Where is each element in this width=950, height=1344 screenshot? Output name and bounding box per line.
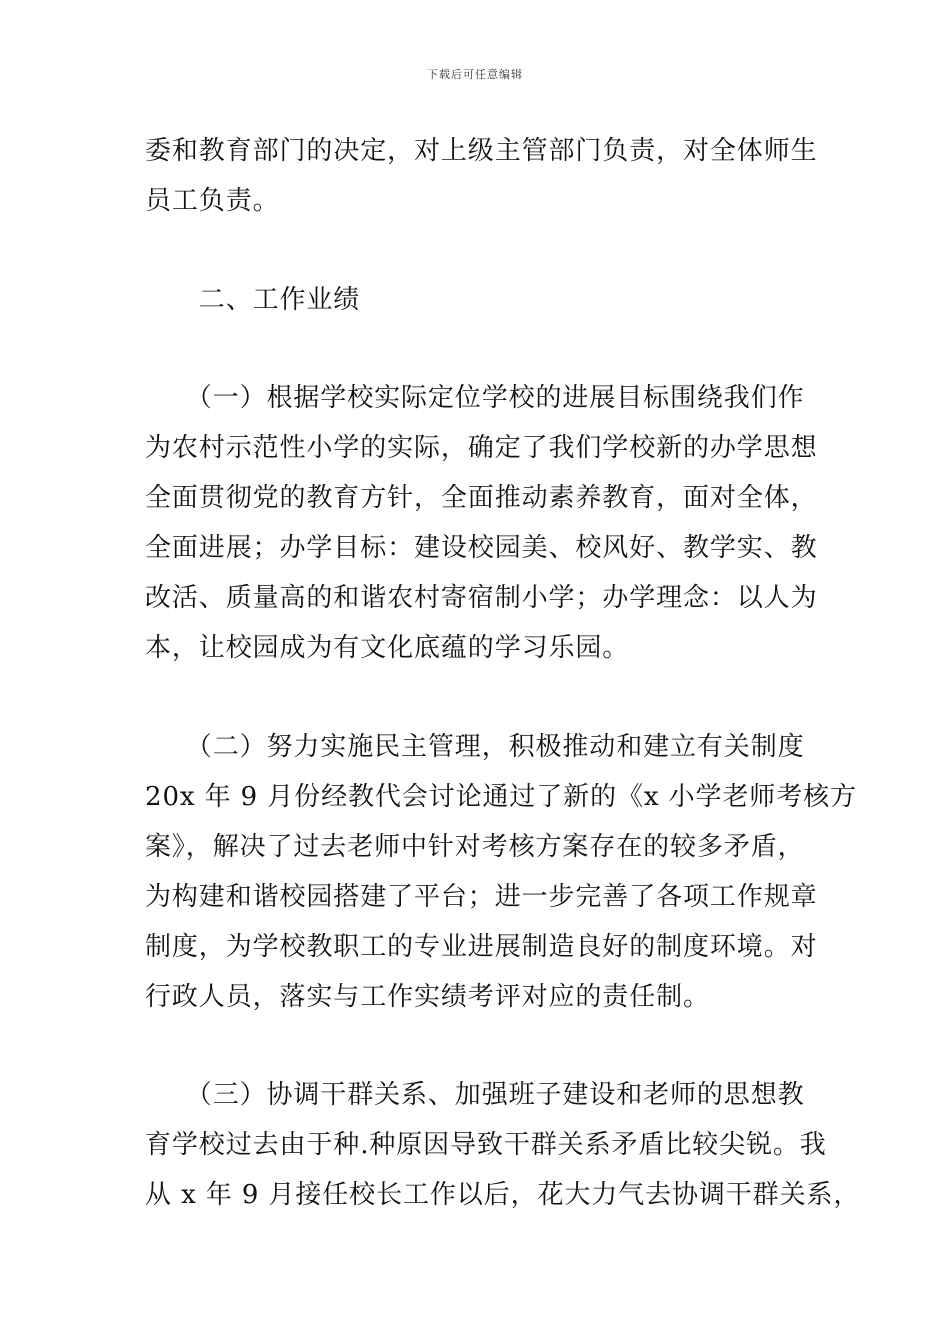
text-line: 为农村示范性小学的实际，确定了我们学校新的办学思想 <box>145 433 818 463</box>
page-header: 下载后可任意编辑 <box>427 68 523 81</box>
text-line: 全面贯彻党的教育方针，全面推动素养教育，面对全体， <box>145 483 818 513</box>
text-line: 员工负责。 <box>145 186 280 216</box>
text-line: 全面进展；办学目标：建设校园美、校风好、教学实、教 <box>145 533 818 563</box>
section-heading: 二、工作业绩 <box>145 285 361 315</box>
text-line: 从 x 年 9 月接任校长工作以后，花大力气去协调干群关系， <box>145 1180 861 1210</box>
text-line: 制度，为学校教职工的专业进展制造良好的制度环境。对 <box>145 932 818 962</box>
text-line: 育学校过去由于种.种原因导致干群关系矛盾比较尖锐。我 <box>145 1130 827 1160</box>
text-line: 委和教育部门的决定，对上级主管部门负责，对全体师生 <box>145 136 818 166</box>
text-line: 行政人员，落实与工作实绩考评对应的责任制。 <box>145 982 710 1012</box>
text-line: 案》，解决了过去老师中针对考核方案存在的较多矛盾， <box>145 832 805 862</box>
text-line: （三）协调干群关系、加强班子建设和老师的思想教 <box>145 1080 805 1110</box>
text-line: （一）根据学校实际定位学校的进展目标围绕我们作 <box>145 383 805 413</box>
text-line: （二）努力实施民主管理，积极推动和建立有关制度 <box>145 732 805 762</box>
text-line: 为构建和谐校园搭建了平台；进一步完善了各项工作规章 <box>145 882 818 912</box>
text-line: 20x 年 9 月份经教代会讨论通过了新的《x 小学老师考核方 <box>145 782 857 812</box>
text-line: 改活、质量高的和谐农村寄宿制小学；办学理念：以人为 <box>145 583 818 613</box>
text-line: 本，让校园成为有文化底蕴的学习乐园。 <box>145 633 630 663</box>
